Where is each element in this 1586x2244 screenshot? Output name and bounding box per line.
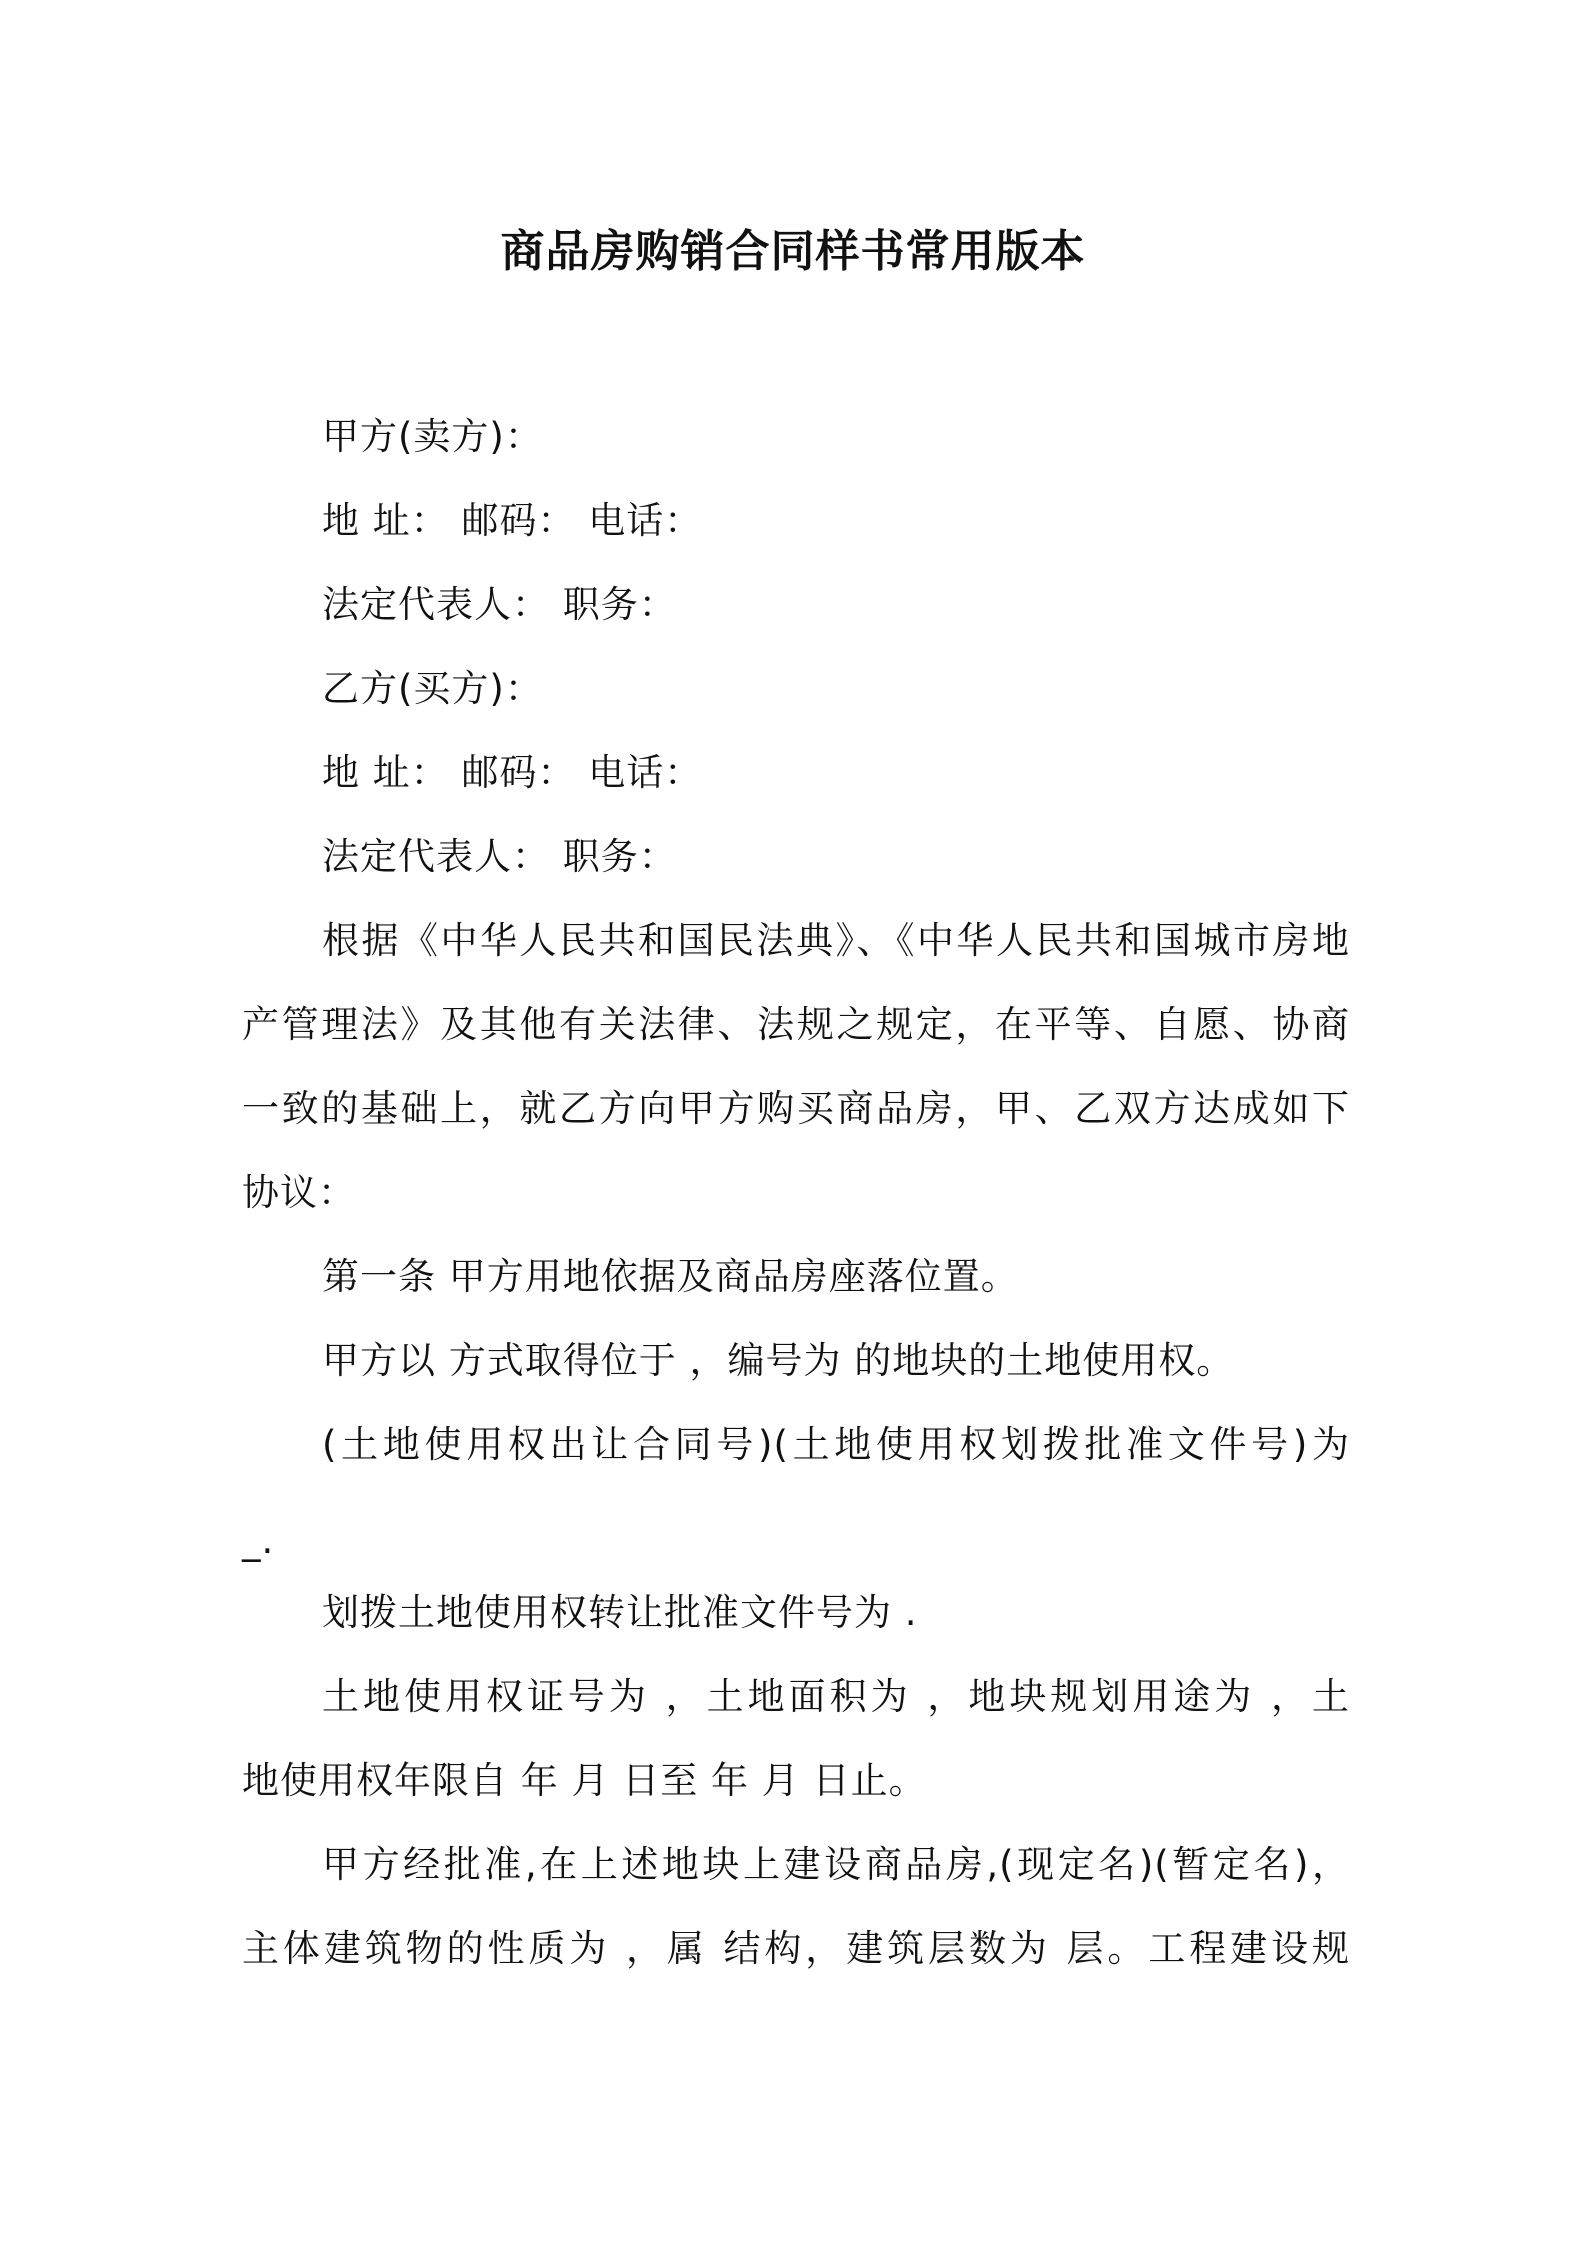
party-b-label: 乙方(买方)： [322, 667, 543, 710]
article-1-line-2: (土地使用权出让合同号)(土地使用权划拨批准文件号)为 [322, 1423, 1350, 1466]
article-1-heading: 第一条 甲方用地依据及商品房座落位置。 [322, 1255, 1019, 1298]
article-1-line-5: 土地使用权证号为 ，土地面积为 ，地块规划用途为 ，土 [322, 1675, 1350, 1718]
article-1-line-1: 甲方以 方式取得位于 ，编号为 的地块的土地使用权。 [322, 1339, 1235, 1382]
preamble-line-3: 一致的基础上，就乙方向甲方购买商品房，甲、乙双方达成如下 [242, 1087, 1350, 1130]
article-1-line-8: 主体建筑物的性质为 ，属 结构，建筑层数为 层。工程建设规 [242, 1927, 1350, 1970]
party-a-address-line: 地 址： 邮码： 电话： [322, 499, 703, 542]
preamble-line-4: 协议： [242, 1171, 356, 1214]
party-a-representative-line: 法定代表人： 职务： [322, 583, 677, 626]
preamble-line-1: 根据《中华人民共和国民法典》、《中华人民共和国城市房地 [322, 919, 1350, 962]
party-b-address-line: 地 址： 邮码： 电话： [322, 751, 703, 794]
document-title: 商品房购销合同样书常用版本 [500, 226, 1086, 277]
party-a-label: 甲方(卖方)： [322, 415, 543, 458]
article-1-line-4: 划拨土地使用权转让批准文件号为 . [322, 1591, 918, 1634]
party-b-representative-line: 法定代表人： 职务： [322, 835, 677, 878]
article-1-line-6: 地使用权年限自 年 月 日至 年 月 日止。 [242, 1759, 927, 1802]
article-1-line-3: _. [242, 1519, 275, 1562]
preamble-line-2: 产管理法》及其他有关法律、法规之规定，在平等、自愿、协商 [242, 1003, 1350, 1046]
article-1-line-7: 甲方经批准,在上述地块上建设商品房,(现定名)(暂定名)， [322, 1843, 1350, 1886]
